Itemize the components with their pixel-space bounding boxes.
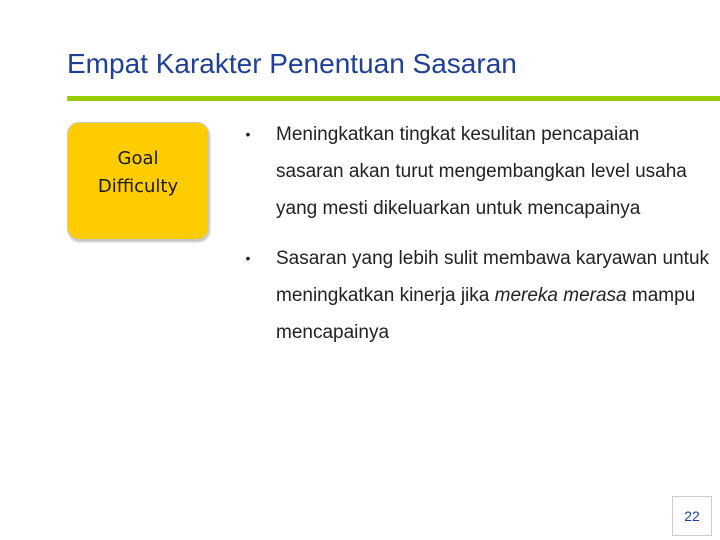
goal-box-line-2: Difficulty [97,176,179,197]
title-underline [67,96,720,101]
goal-box-label [98,145,178,201]
bullet-item-2 [240,240,710,351]
bullet-text: Sasaran yang lebih sulit membawa karyawan untuk meningkatkan kinerja jika [276,248,710,306]
bullet-text-italic: mereka merasa [494,285,627,306]
goal-box-line-1: Goal [117,148,159,169]
page-number: 22 [672,496,712,536]
bullet-text-end: mampu mencapainya [276,285,696,343]
bullet-text: Meningkatkan tingkat kesulitan pencapaian sasaran akan turut mengembangkan level usaha yang mesti dikeluarkan untuk mencapainya [276,124,687,219]
goal-difficulty-box [67,122,209,240]
slide-title: Empat Karakter Penentuan Sasaran [67,48,517,79]
bullet-list [240,116,710,364]
bullet-marker: • [245,250,251,266]
bullet-item-1 [240,116,710,227]
bullet-marker: • [245,126,251,142]
